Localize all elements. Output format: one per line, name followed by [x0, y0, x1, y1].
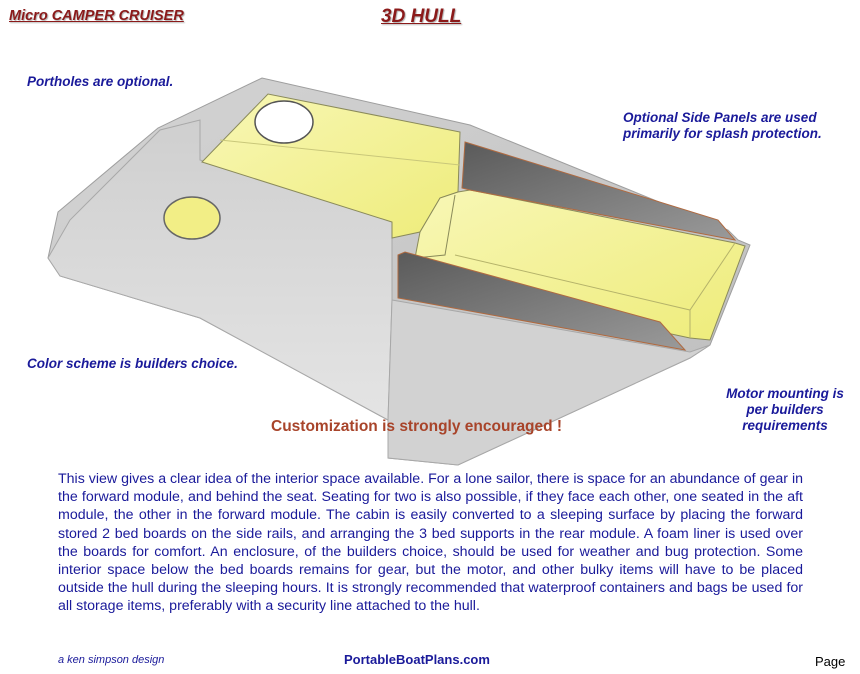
- brand-title: Micro CAMPER CRUISER: [9, 8, 184, 24]
- description-text: This view gives a clear idea of the interior space available. For a lone sailor, there is space for an abundance of gear in the forward module, and behind the seat. Seating for two is also possible, if they face each other, one seated in the aft module, the other in the forward module. The cabin is easily converted to a sleeping surface by placing the forward stored 2 bed boards on the side rails, and arranging the 3 bed supports in the rear module. A foam liner is used over the boards for comfort. An enclosure, of the builders choice, should be used for weather and bug protection. Some interior space below the bed boards remains for gear, but the motor, and other bulky items will have to be placed outside the hull during the sleeping hours. It is strongly recommended that waterproof containers and bags be used for all storage items, preferably with a security line attached to the hull.: [58, 471, 803, 615]
- porthole-top: [255, 101, 313, 143]
- note-motor-mounting: Motor mounting is per builders requirements: [726, 386, 844, 433]
- website-link[interactable]: PortableBoatPlans.com: [344, 652, 490, 667]
- note-side-panels: Optional Side Panels are used primarily for splash protection.: [623, 110, 822, 141]
- note-color-scheme: Color scheme is builders choice.: [27, 356, 238, 371]
- porthole-side: [164, 197, 220, 239]
- customization-callout: Customization is strongly encouraged !: [271, 418, 563, 435]
- note-portholes: Portholes are optional.: [27, 74, 174, 89]
- page-title: 3D HULL: [381, 6, 462, 27]
- designer-credit: a ken simpson design: [58, 654, 165, 666]
- page-label: Page: [815, 654, 846, 669]
- description-paragraph: [58, 470, 803, 616]
